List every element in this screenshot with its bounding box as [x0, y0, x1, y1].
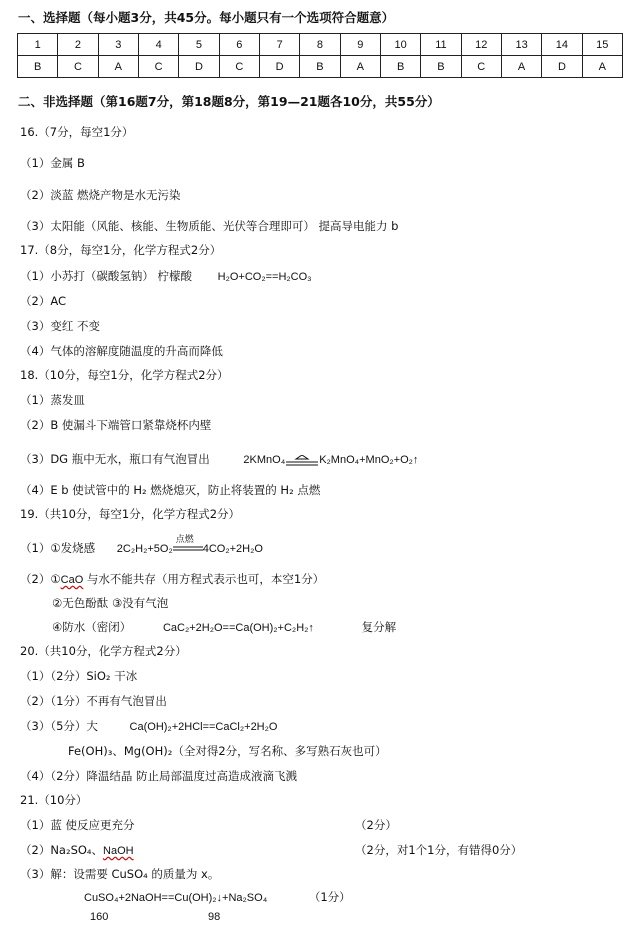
q17-answer-1 — [20, 268, 312, 285]
heat-condition-arrow — [285, 455, 319, 465]
answer-cell: D — [542, 56, 582, 78]
question-number-cell: 2 — [58, 34, 98, 56]
question-number-cell: 7 — [259, 34, 299, 56]
q19-heading: 19.（共10分，每空1分，化学方程式2分） — [20, 507, 241, 521]
q17-answer-1-text: （1）小苏打（碳酸氢钠） 柠檬酸 — [20, 269, 192, 283]
question-number-cell: 9 — [340, 34, 380, 56]
q21-molar-mass-cuoh2: 98 — [208, 911, 221, 923]
q16-answer-1: （1）金属 B — [20, 156, 85, 170]
question-number-cell: 5 — [179, 34, 219, 56]
q18-eq-right: K₂MnO₄+MnO₂+O₂↑ — [319, 454, 419, 466]
q21-answer-2 — [20, 842, 134, 859]
answer-cell: B — [300, 56, 340, 78]
q20-answer-3b: Fe(OH)₃、Mg(OH)₂（全对得2分，写名称、多写熟石灰也可） — [68, 744, 387, 758]
q19-answer-2 — [20, 571, 324, 588]
q21-equation-line — [84, 889, 351, 906]
q18-answer-3 — [20, 451, 418, 468]
q19-answer-2-4 — [52, 619, 396, 636]
q19-equation-2: CaC₂+2H₂O==Ca(OH)₂+C₂H₂↑ — [162, 622, 314, 634]
question-number-cell: 13 — [501, 34, 541, 56]
answer-cell: C — [58, 56, 98, 78]
q18-answer-2: （2）B 使漏斗下端管口紧靠烧杯内壁 — [20, 418, 212, 432]
q19-eq-left: 2C₂H₂+5O₂ — [116, 543, 173, 555]
q16-answer-2: （2）淡蓝 燃烧产物是水无污染 — [20, 188, 181, 202]
q18-heading: 18.（10分，每空1分，化学方程式2分） — [20, 368, 229, 382]
q19-answer-2-prefix: （2）① — [20, 572, 61, 586]
question-number-cell: 14 — [542, 34, 582, 56]
q20-equation: Ca(OH)₂+2HCl==CaCl₂+2H₂O — [129, 721, 278, 733]
q18-answer-3-text: （3）DG 瓶中无水，瓶口有气泡冒出 — [20, 452, 210, 466]
q21-equation-score: （1分） — [308, 890, 351, 904]
ignition-label: 点燃 — [175, 534, 194, 545]
q20-answer-2: （2）（1分）不再有气泡冒出 — [20, 694, 167, 708]
answer-cell: A — [582, 56, 622, 78]
q18-eq-left: 2KMnO₄ — [243, 454, 286, 466]
answer-cell: C — [219, 56, 259, 78]
answer-cell: C — [461, 56, 501, 78]
answer-cell: B — [421, 56, 461, 78]
q18-answer-4: （4）E b 使试管中的 H₂ 燃烧熄灭，防止将装置的 H₂ 点燃 — [20, 483, 321, 497]
question-number-cell: 15 — [582, 34, 622, 56]
question-number-cell: 12 — [461, 34, 501, 56]
question-number-cell: 10 — [380, 34, 420, 56]
q20-answer-3-text: （3）（5分）大 — [20, 719, 98, 733]
answer-cell: C — [138, 56, 178, 78]
answer-cell: A — [501, 56, 541, 78]
question-number-cell: 3 — [98, 34, 138, 56]
q17-answer-3: （3）变红 不变 — [20, 319, 100, 333]
q21-equation: CuSO₄+2NaOH==Cu(OH)₂↓+Na₂SO₄ — [84, 892, 268, 904]
q19-cao-underlined: CaO — [60, 574, 84, 586]
q17-equation: H₂O+CO₂==H₂CO₃ — [217, 271, 312, 283]
q20-answer-3 — [20, 718, 277, 735]
q16-answer-3: （3）太阳能（风能、核能、生物质能、光伏等合理即可） 提高导电能力 b — [20, 219, 399, 233]
q21-answer-2-prefix: （2）Na₂SO₄、 — [20, 843, 104, 857]
q17-answer-4: （4）气体的溶解度随温度的升高而降低 — [20, 344, 223, 358]
answer-table-number-row — [18, 34, 623, 56]
question-number-cell: 6 — [219, 34, 259, 56]
q20-answer-4: （4）（2分）降温结晶 防止局部温度过高造成液滴飞溅 — [20, 769, 298, 783]
q21-answer-2-score: （2分，对1个1分，有错得0分） — [355, 843, 523, 857]
answer-cell: B — [380, 56, 420, 78]
answer-table-answer-row — [18, 56, 623, 78]
q16-heading: 16.（7分，每空1分） — [20, 125, 134, 139]
q17-answer-2: （2）AC — [20, 294, 67, 308]
q19-answer-2-rest: 与水不能共存（用方程式表示也可，本空1分） — [83, 572, 325, 586]
q19-answer-1 — [20, 534, 263, 557]
q21-heading: 21.（10分） — [20, 793, 88, 807]
q18-answer-1: （1）蒸发皿 — [20, 393, 85, 407]
q21-answer-3: （3）解：设需要 CuSO₄ 的质量为 x。 — [20, 867, 220, 881]
answer-table — [17, 33, 623, 78]
question-number-cell: 4 — [138, 34, 178, 56]
answer-cell: A — [340, 56, 380, 78]
q19-answer-2-2: ②无色酚酞 ③没有气泡 — [52, 596, 169, 610]
q19-eq-right: 4CO₂+2H₂O — [202, 543, 263, 555]
section-1-title: 一、选择题（每小题3分，共45分。每小题只有一个选项符合题意） — [18, 10, 395, 25]
q19-reaction-type: 复分解 — [361, 620, 397, 634]
question-number-cell: 1 — [18, 34, 58, 56]
q20-heading: 20.（共10分，化学方程式2分） — [20, 644, 187, 658]
answer-cell: D — [179, 56, 219, 78]
ignition-condition — [173, 534, 203, 556]
question-number-cell: 8 — [300, 34, 340, 56]
q20-answer-1: （1）（2分）SiO₂ 干冰 — [20, 669, 138, 683]
answer-cell: D — [259, 56, 299, 78]
q21-answer-1-score: （2分） — [355, 818, 397, 832]
q17-heading: 17.（8分，每空1分，化学方程式2分） — [20, 243, 222, 257]
q19-answer-1-text: （1）①发烧感 — [20, 541, 96, 555]
q21-answer-1: （1）蓝 使反应更充分 — [20, 818, 135, 832]
q21-naoh-underlined: NaOH — [103, 845, 134, 857]
q19-answer-2-4-text: ④防水（密闭） — [52, 620, 132, 634]
section-2-title: 二、非选择题（第16题7分，第18题8分，第19—21题各10分，共55分） — [18, 94, 440, 109]
answer-cell: A — [98, 56, 138, 78]
q21-molar-mass-cuso4: 160 — [90, 911, 109, 923]
question-number-cell: 11 — [421, 34, 461, 56]
answer-cell: B — [18, 56, 58, 78]
